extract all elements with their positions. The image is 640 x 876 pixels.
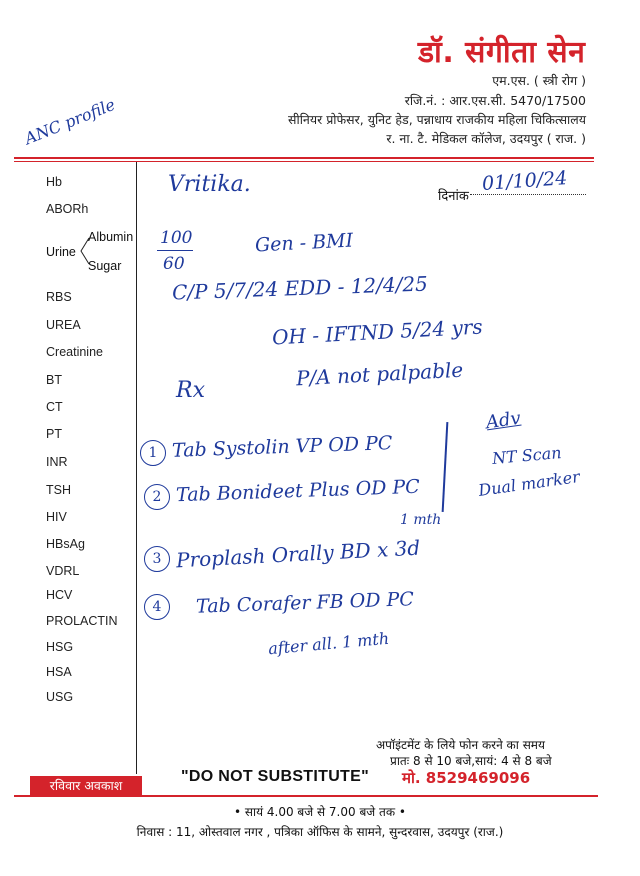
test-label: Hb: [46, 175, 62, 189]
medicine-note: after all. 1 mth: [267, 628, 390, 659]
date-label: दिनांक: [438, 189, 469, 204]
medicine-number: 4: [144, 594, 170, 620]
header-divider: [14, 157, 594, 159]
test-label: HCV: [46, 588, 73, 602]
medicine-duration: 1 mth: [400, 512, 442, 528]
do-not-substitute: "DO NOT SUBSTITUTE": [181, 768, 369, 785]
test-label: TSH: [46, 483, 71, 497]
appointment-time: प्रातः 8 से 10 बजे,सायं: 4 से 8 बजे: [390, 754, 552, 768]
sunday-holiday-badge: रविवार अवकाश: [30, 776, 142, 796]
obstetric-history-note: OH - IFTND 5/24 yrs: [271, 314, 484, 350]
advice-divider: [442, 422, 448, 512]
test-label: USG: [46, 690, 74, 704]
test-label: HSG: [46, 640, 74, 654]
bp-fraction-bar: [157, 250, 193, 251]
medicine-item: Tab Corafer FB OD PC: [195, 588, 415, 618]
medicine-item: Tab Bonideet Plus OD PC: [175, 475, 421, 507]
advice-dual-marker: Dual marker: [477, 466, 581, 501]
mobile-number: मो. 8529469096: [402, 769, 531, 787]
doctor-name: डॉ. संगीता सेन: [418, 35, 586, 70]
urine-label: Urine: [46, 245, 76, 259]
appointment-title: अपॉइंटमेंट के लिये फोन करने का समय: [376, 738, 545, 752]
corner-note: ANC profile: [21, 94, 118, 149]
test-label: INR: [46, 455, 68, 469]
test-label: CT: [46, 400, 63, 414]
test-label: HIV: [46, 510, 67, 524]
test-label: Creatinine: [46, 345, 103, 359]
medicine-number: 2: [144, 484, 170, 510]
column-divider: [136, 162, 137, 774]
test-label: BT: [46, 373, 62, 387]
medicine-number: 3: [144, 546, 170, 572]
footer-divider: [14, 795, 598, 797]
header-divider-thin: [14, 161, 594, 162]
per-abdomen-note: P/A not palpable: [295, 357, 464, 391]
urine-albumin-label: Albumin: [88, 230, 134, 244]
bp-diastolic: 60: [163, 254, 185, 274]
evening-hours: • सायं 4.00 बजे से 7.00 बजे तक •: [234, 805, 406, 819]
advice-nt-scan: NT Scan: [491, 443, 563, 468]
medicine-item: Proplash Orally BD x 3d: [175, 535, 421, 573]
test-label: HSA: [46, 665, 72, 679]
registration-number: रजि.नं. : आर.एस.सी. 5470/17500: [404, 93, 586, 108]
test-label: UREA: [46, 318, 81, 332]
rx-symbol: Rx: [176, 378, 205, 403]
test-label: PT: [46, 427, 62, 441]
urine-sugar-label: Sugar: [88, 259, 122, 273]
general-exam-note: Gen - BMI: [254, 229, 354, 257]
handwritten-date: 01/10/24: [481, 167, 569, 195]
test-label: HBsAg: [46, 537, 85, 551]
doctor-position: सीनियर प्रोफेसर, युनिट हेड, पन्नाधाय राजकीय महिला चिकित्सालय: [288, 112, 586, 127]
bp-systolic: 100: [160, 228, 193, 248]
test-label: PROLACTIN: [46, 614, 118, 628]
doctor-qualification: एम.एस. ( स्त्री रोग ): [492, 73, 586, 88]
patient-name: Vritika.: [168, 172, 251, 197]
medicine-number: 1: [140, 440, 166, 466]
test-label: RBS: [46, 290, 72, 304]
test-label: ABORh: [46, 202, 89, 216]
residence-address: निवास : 11, ओस्तवाल नगर , पत्रिका ऑफिस के सामने, सुन्दरवास, उदयपुर (राज.): [136, 825, 504, 839]
cp-edd-note: C/P 5/7/24 EDD - 12/4/25: [171, 271, 429, 305]
medicine-item: Tab Systolin VP OD PC: [171, 432, 393, 462]
college-name: र. ना. टै. मेडिकल कॉलेज, उदयपुर ( राज. ): [386, 131, 586, 146]
test-label: VDRL: [46, 564, 80, 578]
advice-heading: Adv: [484, 407, 522, 434]
